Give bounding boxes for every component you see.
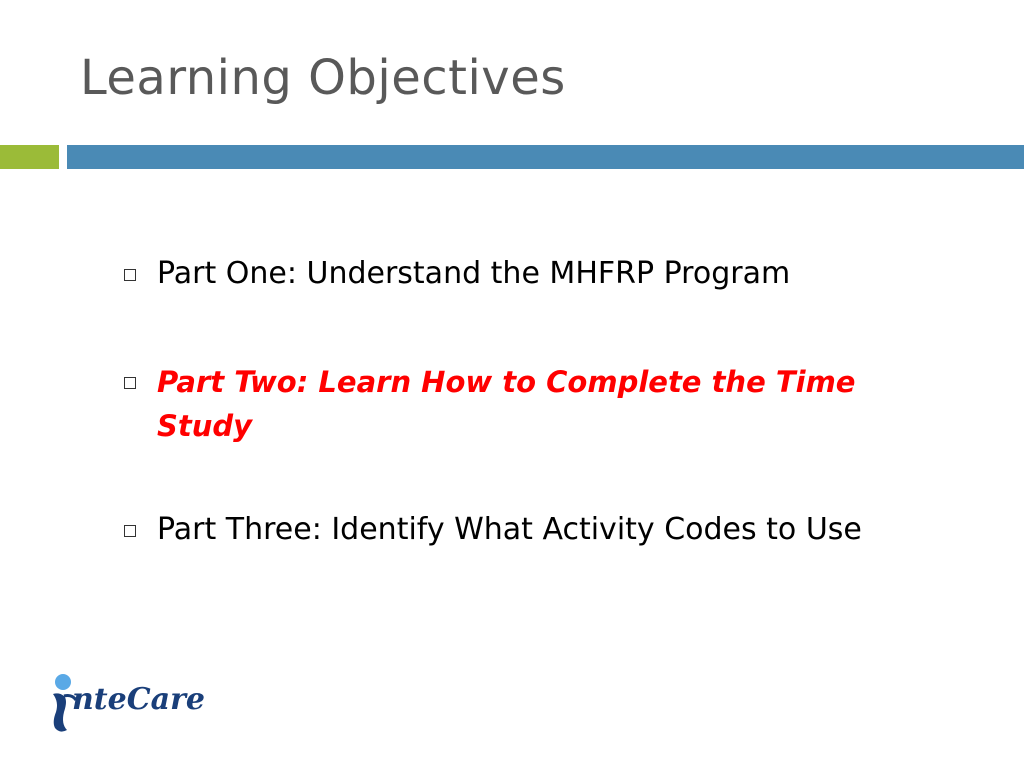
- square-bullet-icon: [124, 525, 136, 537]
- square-bullet-icon: [124, 377, 136, 389]
- intecare-logo: [50, 672, 210, 742]
- bullet-text: Part Three: Identify What Activity Codes to Use: [157, 512, 862, 547]
- square-bullet-icon: [124, 269, 136, 281]
- accent-bar-blue: [67, 145, 1024, 169]
- slide-title: Learning Objectives: [80, 50, 566, 106]
- logo-wordmark: nteCare: [72, 682, 205, 717]
- accent-bar-green: [0, 145, 59, 169]
- bullet-text: Part Two: Learn How to Complete the Time Study: [157, 365, 856, 443]
- bullet-text: Part One: Understand the MHFRP Program: [157, 256, 791, 291]
